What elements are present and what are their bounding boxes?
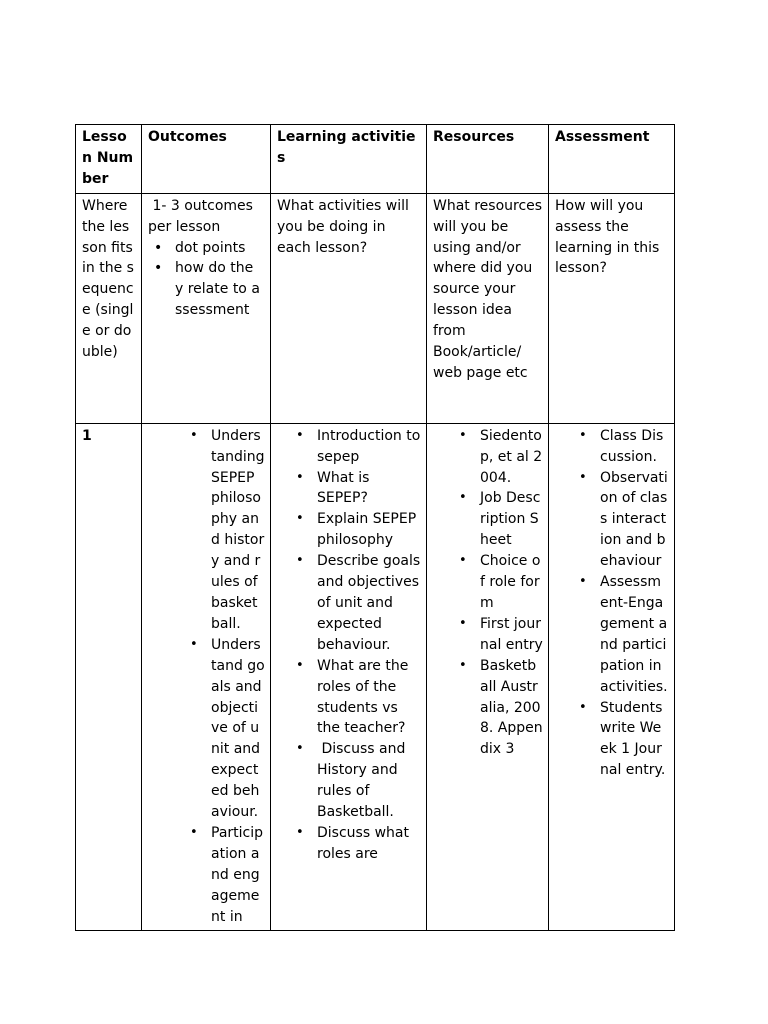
guide-lesson-cell: Where the lesson fits in the sequence (single or double)	[76, 193, 142, 423]
guide-outcomes-intro: 1- 3 outcomes per lesson	[148, 197, 258, 235]
list-item: • Understanding SEPEP philosophy and history and rules of basketball.	[211, 426, 265, 635]
list-item: • First journal entry	[480, 614, 543, 656]
list-item: • Siedentop, et al 2004.	[480, 426, 543, 489]
guide-row	[76, 193, 675, 423]
lesson-resources-cell	[427, 423, 549, 931]
guide-resources-cell: What resources will you be using and/or where did you source your lesson idea from Book/article/ web page etc	[427, 193, 549, 423]
lesson-assessment-cell	[549, 423, 675, 931]
resources-list	[433, 426, 543, 761]
list-item: • Describe goals and objectives of unit and expected behaviour.	[317, 551, 421, 656]
list-item: • Assessment-Engagement and participation in activities.	[600, 572, 669, 697]
list-item: • dot points	[154, 239, 246, 256]
assessment-list	[555, 426, 669, 781]
list-item: • Basketball Australia, 2008. Appendix 3	[480, 656, 543, 761]
lesson-outcomes-cell	[142, 423, 271, 931]
guide-assessment-cell: How will you assess the learning in this lesson?	[549, 193, 675, 423]
lesson-activities-cell	[271, 423, 427, 931]
header-row	[76, 125, 675, 194]
list-item: • What are the roles of the students vs the teacher?	[317, 656, 421, 740]
lesson-row	[76, 423, 675, 931]
list-item: • What is SEPEP?	[317, 468, 421, 510]
lesson-number-cell: 1	[76, 423, 142, 931]
outcomes-list	[142, 426, 266, 928]
list-item: • Job Description Sheet	[480, 488, 543, 551]
list-item: • Understand goals and objective of unit and expected behaviour.	[211, 635, 265, 823]
list-item: • Class Discussion.	[600, 426, 669, 468]
list-item: • Discuss what roles are	[317, 823, 421, 865]
list-item: • Observation of class interaction and behaviour	[600, 468, 669, 573]
lesson-plan-table	[75, 124, 675, 931]
list-item: • Students write Week 1 Journal entry.	[600, 698, 669, 782]
guide-outcomes-list	[148, 238, 265, 322]
header-resources: Resources	[427, 125, 549, 194]
activities-list	[277, 426, 421, 865]
list-item: • Discuss and History and rules of Basketball.	[317, 739, 421, 823]
guide-activities-cell: What activities will you be doing in each lesson?	[271, 193, 427, 423]
header-assessment: Assessment	[549, 125, 675, 194]
list-item: • how do they relate to assessment	[154, 260, 260, 319]
header-learning-activities: Learning activities	[271, 125, 427, 194]
list-item: • Choice of role form	[480, 551, 543, 614]
list-item: • Introduction to sepep	[317, 426, 421, 468]
header-outcomes: Outcomes	[142, 125, 271, 194]
list-item: • Participation and engagement in	[211, 823, 265, 928]
header-lesson-number: Lesson Number	[76, 125, 142, 194]
guide-outcomes-cell	[142, 193, 271, 423]
list-item: • Explain SEPEP philosophy	[317, 509, 421, 551]
